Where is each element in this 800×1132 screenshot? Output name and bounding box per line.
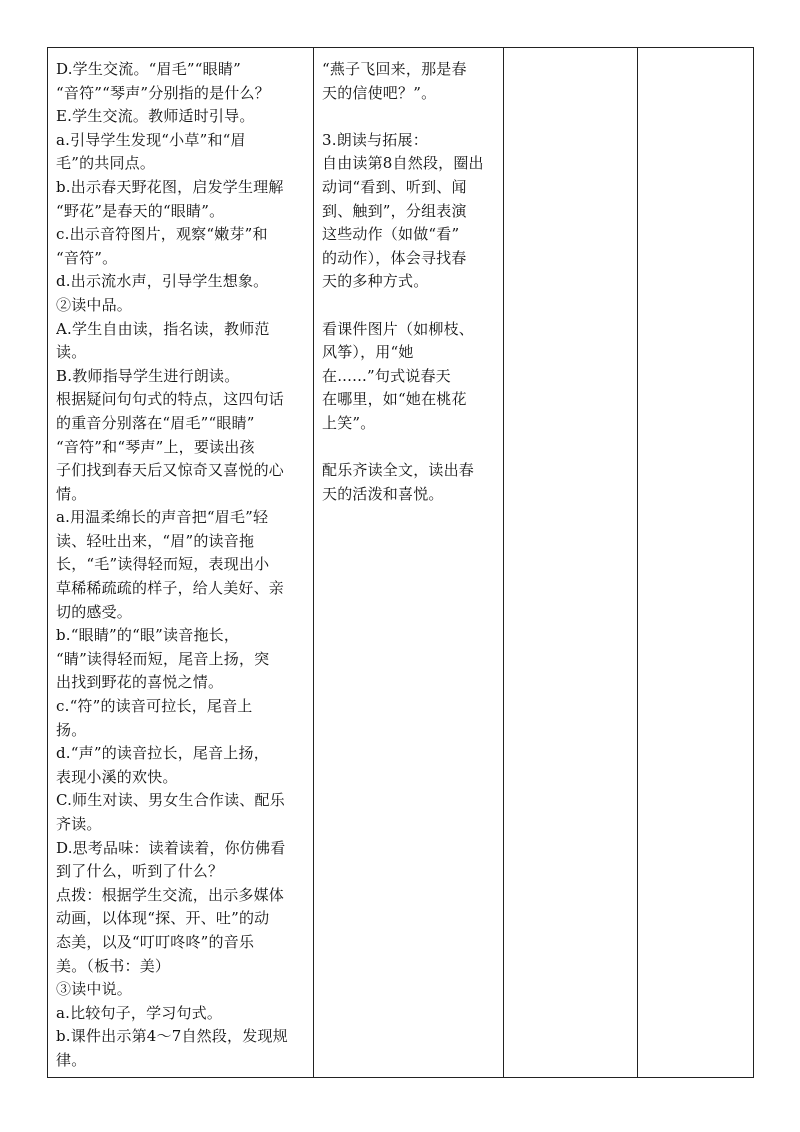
text-line: 自由读第8自然段，圈出 — [322, 154, 484, 173]
text-line: b.课件出示第4～7自然段，发现规 — [56, 1027, 288, 1046]
text-line: 的动作），体会寻找春 — [322, 248, 467, 267]
text-line: “音符”和“琴声”上，要读出孩 — [56, 437, 255, 456]
text-line: 天的活泼和喜悦。 — [322, 484, 444, 503]
text-line: 动画，以体现“探、开、吐”的动 — [56, 909, 270, 928]
text-line: 在哪里，如“她在桃花 — [322, 390, 467, 409]
text-line: 的重音分别落在“眉毛”“眼睛” — [56, 413, 255, 432]
text-line: ②读中品。 — [56, 295, 133, 314]
text-line: 这些动作（如做“看” — [322, 225, 460, 244]
text-line: E.学生交流。教师适时引导。 — [56, 107, 255, 126]
blank-line — [322, 436, 497, 460]
table-row — [48, 48, 754, 1078]
text-line: 看课件图片（如柳枝、 — [322, 319, 475, 338]
text-line: 天的信使吧？”。 — [322, 83, 437, 102]
notes-cell — [638, 48, 754, 1078]
text-line: c.“符”的读音可拉长，尾音上 — [56, 697, 253, 716]
text-line: b.出示春天野花图，启发学生理解 — [56, 177, 284, 196]
text-line: d.“声”的读音拉长，尾音上扬， — [56, 744, 269, 763]
text-line: 根据疑问句句式的特点，这四句话 — [56, 390, 285, 409]
text-line: 点拨：根据学生交流，出示多媒体 — [56, 885, 285, 904]
text-line: C.师生对读、男女生合作读、配乐 — [56, 791, 285, 810]
student-activity-cell — [314, 48, 504, 1078]
text-line: “燕子飞回来，那是春 — [322, 60, 467, 78]
text-line: “音符”。 — [56, 248, 118, 267]
text-line: 到、触到”，分组表演 — [322, 201, 467, 220]
text-line: 子们找到春天后又惊奇又喜悦的心 — [56, 461, 285, 480]
text-line: 美。（板书：美） — [56, 956, 171, 975]
text-line: 情。 — [56, 484, 87, 503]
text-line: 切的感受。 — [56, 602, 133, 621]
design-intent-cell — [504, 48, 638, 1078]
text-line: d.出示流水声，引导学生想象。 — [56, 272, 269, 291]
text-line: “野花”是春天的“眼睛”。 — [56, 201, 225, 220]
text-line: B.教师指导学生进行朗读。 — [56, 366, 240, 385]
text-line: 读、轻吐出来，“眉”的读音拖 — [56, 531, 255, 550]
text-line: “音符”“琴声”分别指的是什么？ — [56, 83, 270, 102]
blank-line — [322, 294, 497, 318]
text-line: 上笑”。 — [322, 413, 376, 432]
text-line: 读。 — [56, 343, 87, 362]
teacher-activity-cell — [48, 48, 314, 1078]
text-line: 在......”句式说春天 — [322, 366, 451, 385]
text-line: 毛”的共同点。 — [56, 154, 156, 173]
text-line: ③读中说。 — [56, 980, 133, 999]
text-line: 扬。 — [56, 720, 87, 739]
text-line: 态美，以及“叮叮咚咚”的音乐 — [56, 932, 255, 951]
text-line: 3.朗读与拓展： — [322, 130, 428, 149]
text-line: 长，“毛”读得轻而短，表现出小 — [56, 555, 270, 574]
text-line: 风筝），用“她 — [322, 343, 414, 362]
lesson-plan-table — [47, 47, 754, 1078]
text-line: 天的多种方式。 — [322, 272, 429, 291]
text-line: b.“眼睛”的“眼”读音拖长， — [56, 626, 240, 645]
text-line: 配乐齐读全文，读出春 — [322, 461, 475, 480]
text-line: D.思考品味：读着读着，你仿佛看 — [56, 838, 286, 857]
text-line: a.用温柔绵长的声音把“眉毛”轻 — [56, 508, 269, 527]
text-line: “睛”读得轻而短，尾音上扬，突 — [56, 649, 270, 668]
text-line: c.出示音符图片，观察“嫩芽”和 — [56, 225, 268, 244]
text-line: 律。 — [56, 1050, 87, 1069]
text-line: a.引导学生发现“小草”和“眉 — [56, 130, 246, 149]
text-line: a.比较句子，学习句式。 — [56, 1003, 223, 1022]
text-line: A.学生自由读，指名读，教师范 — [56, 319, 270, 338]
text-line: 到了什么，听到了什么？ — [56, 862, 224, 881]
text-line: 动词“看到、听到、闻 — [322, 177, 467, 196]
text-line: 表现小溪的欢快。 — [56, 767, 178, 786]
text-line: 草稀稀疏疏的样子，给人美好、亲 — [56, 579, 285, 598]
text-line: D.学生交流。“眉毛”“眼睛” — [56, 60, 241, 78]
text-line: 齐读。 — [56, 815, 102, 833]
blank-line — [322, 105, 497, 129]
text-line: 出找到野花的喜悦之情。 — [56, 673, 224, 692]
